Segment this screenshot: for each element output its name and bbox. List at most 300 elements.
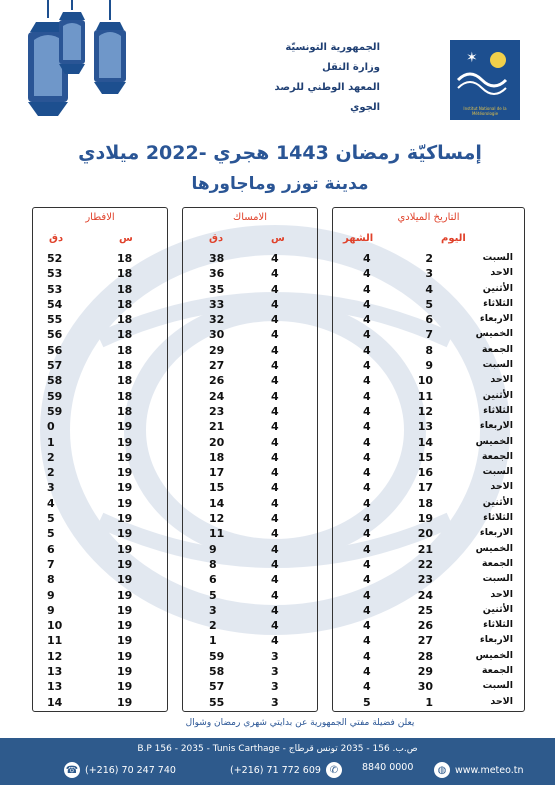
iftar-hour-cell: 19 — [117, 619, 133, 633]
month-cell: 4 — [363, 680, 371, 694]
imsak-minute-cell: 57 — [209, 680, 225, 694]
month-cell: 4 — [363, 527, 371, 541]
month-cell: 4 — [363, 496, 371, 510]
dayname-cell: السبت — [482, 359, 513, 371]
table-row — [33, 359, 167, 374]
imsak-minute-cell: 32 — [209, 313, 225, 327]
globe-icon: ◍ — [434, 762, 450, 778]
imsak-hour-cell: 4 — [271, 389, 279, 403]
imsak-minute-cell: 15 — [209, 481, 225, 495]
website-contact[interactable] — [434, 762, 524, 778]
imsak-minute-cell: 6 — [209, 573, 217, 587]
month-cell: 4 — [363, 619, 371, 633]
table-row — [183, 267, 317, 282]
table-row — [333, 481, 524, 496]
day-cell: 4 — [425, 282, 433, 296]
iftar-hour-cell: 18 — [117, 389, 133, 403]
page-subtitle: مدينة توزر وماجاورها — [191, 174, 369, 194]
imsak-hour-cell: 4 — [271, 496, 279, 510]
imsak-hour-cell: 3 — [271, 649, 279, 663]
iftar-minute-cell: 2 — [47, 466, 55, 480]
imsak-minute-cell: 35 — [209, 282, 225, 296]
iftar-hour-cell: 19 — [117, 573, 133, 587]
tollfree-number: 8840 0000 — [362, 762, 414, 773]
dayname-cell: السبت — [482, 252, 513, 263]
month-cell: 4 — [363, 665, 371, 679]
footnote: يعلن فضيلة مفتي الجمهورية عن بدايتي شهري رمضان وشوال — [185, 718, 415, 728]
imsak-hour-cell: 4 — [271, 542, 279, 556]
ministry-label: وزارة النقل — [322, 62, 380, 73]
iftar-hour-cell: 19 — [117, 527, 133, 541]
month-cell: 4 — [363, 313, 371, 327]
month-cell: 4 — [363, 435, 371, 449]
day-cell: 22 — [417, 557, 433, 571]
phone-icon: ✆ — [326, 762, 342, 778]
day-cell: 6 — [425, 313, 433, 327]
iftar-minute-cell: 9 — [47, 588, 55, 602]
table-row — [33, 298, 167, 313]
dayname-cell: الجمعة — [481, 343, 513, 355]
table-row — [33, 558, 167, 573]
imsak-minute-cell: 17 — [209, 466, 225, 480]
dayname-cell: الأثنين — [482, 496, 513, 508]
table-row — [183, 374, 317, 389]
table-row — [183, 252, 317, 267]
dayname-cell: الأثنين — [482, 282, 513, 294]
imsak-minute-cell: 23 — [209, 404, 225, 418]
imsak-minute-cell: 27 — [209, 359, 225, 373]
table-row — [33, 634, 167, 649]
imsak-hour-cell: 4 — [271, 420, 279, 434]
imsak-hour-cell: 4 — [271, 297, 279, 311]
date-rows — [333, 252, 524, 711]
dayname-cell: الأثنين — [482, 389, 513, 401]
imsak-hour-cell: 4 — [271, 603, 279, 617]
table-row — [183, 589, 317, 604]
iftar-hour-cell: 19 — [117, 435, 133, 449]
table-row — [333, 359, 524, 374]
table-row — [333, 313, 524, 328]
month-cell: 4 — [363, 466, 371, 480]
day-cell: 19 — [417, 512, 433, 526]
month-cell: 4 — [363, 557, 371, 571]
imsak-minute-header: دق — [209, 233, 224, 244]
imsak-minute-cell: 8 — [209, 557, 217, 571]
imsak-hour-cell: 4 — [271, 328, 279, 342]
date-month-header: الشهر — [343, 233, 374, 244]
table-row — [33, 451, 167, 466]
svg-text:✶: ✶ — [466, 50, 478, 66]
month-cell: 4 — [363, 481, 371, 495]
table-row — [183, 634, 317, 649]
imsak-hour-header: س — [271, 233, 285, 244]
day-cell: 12 — [417, 404, 433, 418]
table-row — [183, 344, 317, 359]
table-row — [183, 359, 317, 374]
table-row — [333, 573, 524, 588]
month-cell: 4 — [363, 420, 371, 434]
iftar-hour-cell: 19 — [117, 665, 133, 679]
month-cell: 4 — [363, 359, 371, 373]
dayname-cell: الاحد — [490, 695, 513, 707]
date-header: التاريخ الميلادي — [397, 212, 460, 223]
dayname-cell: الاربعاء — [479, 313, 513, 325]
table-row — [33, 481, 167, 496]
iftar-hour-cell: 18 — [117, 374, 133, 388]
phone-number: (+216) 71 772 609 — [230, 764, 321, 776]
day-cell: 23 — [417, 573, 433, 587]
iftar-minute-header: دق — [49, 233, 64, 244]
imsak-hour-cell: 4 — [271, 343, 279, 357]
imsak-hour-cell: 4 — [271, 252, 279, 265]
iftar-minute-cell: 58 — [47, 374, 63, 388]
month-cell: 4 — [363, 404, 371, 418]
imsak-minute-cell: 3 — [209, 603, 217, 617]
day-cell: 20 — [417, 527, 433, 541]
iftar-hour-cell: 19 — [117, 496, 133, 510]
iftar-minute-cell: 10 — [47, 619, 63, 633]
day-cell: 3 — [425, 267, 433, 281]
day-cell: 2 — [425, 252, 433, 265]
table-row — [333, 420, 524, 435]
table-row — [33, 420, 167, 435]
day-cell: 16 — [417, 466, 433, 480]
table-row — [183, 665, 317, 680]
iftar-hour-cell: 18 — [117, 267, 133, 281]
table-row — [183, 298, 317, 313]
month-cell: 4 — [363, 573, 371, 587]
dayname-cell: الاحد — [490, 267, 513, 279]
day-cell: 1 — [425, 695, 433, 709]
month-cell: 4 — [363, 343, 371, 357]
imsak-minute-cell: 14 — [209, 496, 225, 510]
iftar-minute-cell: 55 — [47, 313, 63, 327]
table-row — [33, 328, 167, 343]
table-row — [33, 527, 167, 542]
table-row — [33, 680, 167, 695]
month-cell: 4 — [363, 267, 371, 281]
imsak-minute-cell: 24 — [209, 389, 225, 403]
table-row — [183, 619, 317, 634]
sun-wave-icon — [450, 40, 520, 100]
table-row — [183, 451, 317, 466]
institute-logo — [450, 40, 520, 120]
imsak-minute-cell: 2 — [209, 619, 217, 633]
table-row — [333, 390, 524, 405]
fax-number: (+216) 70 247 740 — [85, 764, 176, 776]
day-cell: 21 — [417, 542, 433, 556]
table-row — [33, 313, 167, 328]
table-row — [33, 619, 167, 634]
table-row — [183, 481, 317, 496]
table-row — [33, 604, 167, 619]
iftar-minute-cell: 13 — [47, 665, 63, 679]
logo-caption: Institut National de la Météorologie — [463, 106, 507, 116]
iftar-minute-cell: 12 — [47, 649, 63, 663]
table-row — [183, 680, 317, 695]
iftar-minute-cell: 1 — [47, 435, 55, 449]
imsak-minute-cell: 12 — [209, 512, 225, 526]
imsak-hour-cell: 4 — [271, 313, 279, 327]
table-row — [183, 328, 317, 343]
table-row — [333, 558, 524, 573]
table-row — [333, 466, 524, 481]
day-cell: 30 — [417, 680, 433, 694]
table-row — [183, 466, 317, 481]
table-row — [333, 436, 524, 451]
imsak-hour-cell: 4 — [271, 634, 279, 648]
imsak-minute-cell: 5 — [209, 588, 217, 602]
imsak-minute-cell: 26 — [209, 374, 225, 388]
iftar-panel — [32, 207, 168, 712]
iftar-hour-cell: 18 — [117, 328, 133, 342]
table-row — [333, 298, 524, 313]
day-cell: 14 — [417, 435, 433, 449]
footer-bar — [0, 738, 555, 785]
imsak-hour-cell: 4 — [271, 619, 279, 633]
iftar-minute-cell: 59 — [47, 404, 63, 418]
imsak-minute-cell: 33 — [209, 297, 225, 311]
table-row — [333, 680, 524, 695]
day-cell: 24 — [417, 588, 433, 602]
table-row — [333, 527, 524, 542]
dayname-cell: الثلاثاء — [483, 619, 513, 631]
table-row — [333, 252, 524, 267]
dayname-cell: الجمعة — [481, 665, 513, 677]
table-row — [33, 650, 167, 665]
table-row — [33, 512, 167, 527]
iftar-minute-cell: 5 — [47, 512, 55, 526]
table-row — [183, 512, 317, 527]
iftar-minute-cell: 7 — [47, 557, 55, 571]
table-row — [333, 405, 524, 420]
iftar-minute-cell: 56 — [47, 328, 63, 342]
imsak-hour-cell: 4 — [271, 359, 279, 373]
dayname-cell: الاحد — [490, 374, 513, 386]
table-row — [33, 543, 167, 558]
month-cell: 4 — [363, 252, 371, 265]
table-row — [33, 436, 167, 451]
imsak-hour-cell: 4 — [271, 573, 279, 587]
day-cell: 17 — [417, 481, 433, 495]
iftar-minute-cell: 56 — [47, 343, 63, 357]
table-row — [333, 604, 524, 619]
imsak-hour-cell: 4 — [271, 481, 279, 495]
iftar-minute-cell: 53 — [47, 282, 63, 296]
table-row — [33, 497, 167, 512]
iftar-rows — [33, 252, 167, 711]
imsak-minute-cell: 55 — [209, 695, 225, 709]
dayname-cell: الخميس — [475, 435, 513, 447]
iftar-minute-cell: 6 — [47, 542, 55, 556]
day-cell: 18 — [417, 496, 433, 510]
imsak-hour-cell: 4 — [271, 466, 279, 480]
fax-contact — [64, 762, 176, 778]
dayname-cell: الاربعاء — [479, 527, 513, 539]
table-row — [183, 420, 317, 435]
table-row — [333, 650, 524, 665]
table-row — [33, 405, 167, 420]
header-block — [250, 38, 380, 118]
imsak-minute-cell: 1 — [209, 634, 217, 648]
month-cell: 4 — [363, 328, 371, 342]
iftar-hour-cell: 19 — [117, 466, 133, 480]
imsak-hour-cell: 4 — [271, 557, 279, 571]
month-cell: 4 — [363, 374, 371, 388]
iftar-minute-cell: 11 — [47, 634, 63, 648]
table-row — [33, 283, 167, 298]
iftar-minute-cell: 57 — [47, 359, 63, 373]
table-row — [183, 527, 317, 542]
imsak-hour-cell: 4 — [271, 282, 279, 296]
iftar-hour-cell: 19 — [117, 557, 133, 571]
iftar-hour-cell: 19 — [117, 603, 133, 617]
iftar-hour-cell: 19 — [117, 420, 133, 434]
month-cell: 4 — [363, 450, 371, 464]
table-row — [33, 344, 167, 359]
imsak-hour-cell: 3 — [271, 665, 279, 679]
iftar-minute-cell: 8 — [47, 573, 55, 587]
day-cell: 25 — [417, 603, 433, 617]
table-row — [333, 374, 524, 389]
dayname-cell: الاربعاء — [479, 420, 513, 432]
month-cell: 4 — [363, 634, 371, 648]
day-cell: 5 — [425, 297, 433, 311]
institute-label: المعهد الوطني للرصد الجوي — [274, 82, 380, 113]
month-cell: 4 — [363, 542, 371, 556]
imsak-header: الامساك — [232, 212, 268, 223]
imsak-minute-cell: 58 — [209, 665, 225, 679]
month-cell: 4 — [363, 588, 371, 602]
month-cell: 4 — [363, 297, 371, 311]
imsak-minute-cell: 20 — [209, 435, 225, 449]
table-row — [33, 696, 167, 711]
iftar-hour-cell: 18 — [117, 313, 133, 327]
iftar-minute-cell: 52 — [47, 252, 63, 265]
iftar-hour-cell: 18 — [117, 297, 133, 311]
tollfree-contact — [362, 762, 413, 773]
table-row — [333, 589, 524, 604]
iftar-minute-cell: 13 — [47, 680, 63, 694]
iftar-hour-cell: 19 — [117, 481, 133, 495]
table-row — [183, 696, 317, 711]
iftar-minute-cell: 2 — [47, 450, 55, 464]
table-row — [333, 634, 524, 649]
date-day-header: اليوم — [441, 233, 466, 244]
table-row — [183, 573, 317, 588]
fax-icon: ☎ — [64, 762, 80, 778]
table-row — [33, 252, 167, 267]
day-cell: 10 — [417, 374, 433, 388]
table-row — [183, 405, 317, 420]
month-cell: 4 — [363, 603, 371, 617]
dayname-cell: الثلاثاء — [483, 512, 513, 524]
iftar-minute-cell: 9 — [47, 603, 55, 617]
iftar-minute-cell: 3 — [47, 481, 55, 495]
imsak-minute-cell: 59 — [209, 649, 225, 663]
iftar-hour-cell: 19 — [117, 512, 133, 526]
day-cell: 29 — [417, 665, 433, 679]
month-cell: 4 — [363, 649, 371, 663]
iftar-hour-header: س — [119, 233, 133, 244]
table-row — [33, 589, 167, 604]
table-row — [333, 283, 524, 298]
dayname-cell: الخميس — [475, 649, 513, 661]
iftar-hour-cell: 19 — [117, 695, 133, 709]
date-panel — [332, 207, 525, 712]
table-row — [33, 267, 167, 282]
footer-address: B.P 156 - 2035 - Tunis Carthage - ص.ب. 156 - 2035 تونس قرطاج — [137, 744, 418, 754]
dayname-cell: الجمعة — [481, 557, 513, 569]
table-row — [33, 665, 167, 680]
iftar-hour-cell: 19 — [117, 634, 133, 648]
dayname-cell: الجمعة — [481, 450, 513, 462]
website-link[interactable]: www.meteo.tn — [455, 764, 524, 776]
day-cell: 8 — [425, 343, 433, 357]
imsak-minute-cell: 18 — [209, 450, 225, 464]
table-row — [333, 344, 524, 359]
iftar-hour-cell: 19 — [117, 450, 133, 464]
month-cell: 4 — [363, 389, 371, 403]
dayname-cell: السبت — [482, 680, 513, 692]
imsak-hour-cell: 4 — [271, 374, 279, 388]
table-row — [333, 267, 524, 282]
day-cell: 27 — [417, 634, 433, 648]
imsak-minute-cell: 36 — [209, 267, 225, 281]
dayname-cell: الأثنين — [482, 603, 513, 615]
dayname-cell: الاحد — [490, 481, 513, 493]
imsak-hour-cell: 4 — [271, 435, 279, 449]
table-row — [183, 604, 317, 619]
lantern-decoration-middle — [55, 0, 89, 80]
iftar-minute-cell: 54 — [47, 297, 63, 311]
imsak-hour-cell: 4 — [271, 267, 279, 281]
table-row — [33, 374, 167, 389]
dayname-cell: السبت — [482, 573, 513, 585]
imsak-hour-cell: 4 — [271, 512, 279, 526]
day-cell: 13 — [417, 420, 433, 434]
day-cell: 28 — [417, 649, 433, 663]
day-cell: 7 — [425, 328, 433, 342]
iftar-minute-cell: 4 — [47, 496, 55, 510]
iftar-hour-cell: 19 — [117, 542, 133, 556]
imsak-hour-cell: 3 — [271, 680, 279, 694]
iftar-hour-cell: 18 — [117, 359, 133, 373]
iftar-minute-cell: 59 — [47, 389, 63, 403]
dayname-cell: الثلاثاء — [483, 404, 513, 416]
imsak-minute-cell: 38 — [209, 252, 225, 265]
republic-label: الجمهورية التونسيّة — [285, 42, 380, 53]
iftar-hour-cell: 18 — [117, 343, 133, 357]
dayname-cell: الخميس — [475, 542, 513, 554]
imsak-minute-cell: 11 — [209, 527, 225, 541]
iftar-header: الافطار — [85, 212, 115, 223]
iftar-hour-cell: 18 — [117, 252, 133, 265]
table-row — [183, 497, 317, 512]
table-row — [333, 696, 524, 711]
table-row — [333, 497, 524, 512]
iftar-minute-cell: 14 — [47, 695, 63, 709]
table-row — [183, 390, 317, 405]
iftar-minute-cell: 5 — [47, 527, 55, 541]
table-row — [333, 512, 524, 527]
phone-contact — [230, 762, 342, 778]
day-cell: 9 — [425, 359, 433, 373]
imsak-minute-cell: 30 — [209, 328, 225, 342]
table-row — [33, 573, 167, 588]
day-cell: 26 — [417, 619, 433, 633]
table-row — [333, 328, 524, 343]
